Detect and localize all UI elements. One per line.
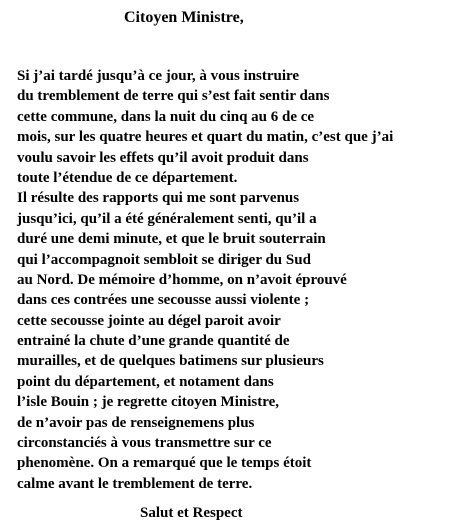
letter-line: cette secousse jointe au dégel paroit avoir — [17, 312, 281, 329]
letter-line: du tremblement de terre qui s’est fait sentir dans — [17, 88, 330, 105]
letter-line: jusqu’ici, qu’il a été généralement senti, qu’il a — [17, 210, 317, 227]
letter-line: Si j’ai tardé jusqu’à ce jour, à vous instruire — [17, 68, 300, 84]
letter-line: qui l’accompagnoit sembloit se diriger du Sud — [17, 251, 311, 268]
letter-line: mois, sur les quatre heures et quart du matin, c’est que j’ai — [17, 129, 394, 146]
letter-line: voulu savoir les effets qu’il avoit produit dans — [17, 149, 309, 166]
letter-line: toute l’étendue de ce département. — [17, 169, 238, 186]
letter-line: Il résulte des rapports qui me sont parvenus — [17, 190, 300, 207]
letter-line: duré une demi minute, et que le bruit souterrain — [17, 231, 326, 248]
letter-line: calme avant le tremblement de terre. — [17, 475, 253, 492]
letter-line: l’isle Bouin ; je regrette citoyen Ministre, — [17, 394, 280, 411]
letter-line: phenomène. On a remarqué que le temps étoit — [17, 455, 312, 472]
letter-closing: Salut et Respect — [140, 505, 243, 521]
letter-line: de n’avoir pas de renseignemens plus — [17, 414, 255, 431]
letter-salutation: Citoyen Ministre, — [124, 9, 244, 26]
letter-line: murailles, et de quelques batimens sur plusieurs — [17, 353, 324, 370]
letter-line: cette commune, dans la nuit du cinq au 6 de ce — [17, 108, 315, 125]
letter-line: circonstanciés à vous transmettre sur ce — [17, 435, 272, 452]
letter-line: dans ces contrées une secousse aussi violente ; — [17, 292, 310, 309]
letter-line: entrainé la chute d’une grande quantité de — [17, 333, 290, 350]
letter-line: au Nord. De mémoire d’homme, on n’avoit éprouvé — [17, 271, 347, 288]
letter-line: point du département, et notament dans — [17, 373, 274, 390]
letter-body — [17, 66, 393, 494]
